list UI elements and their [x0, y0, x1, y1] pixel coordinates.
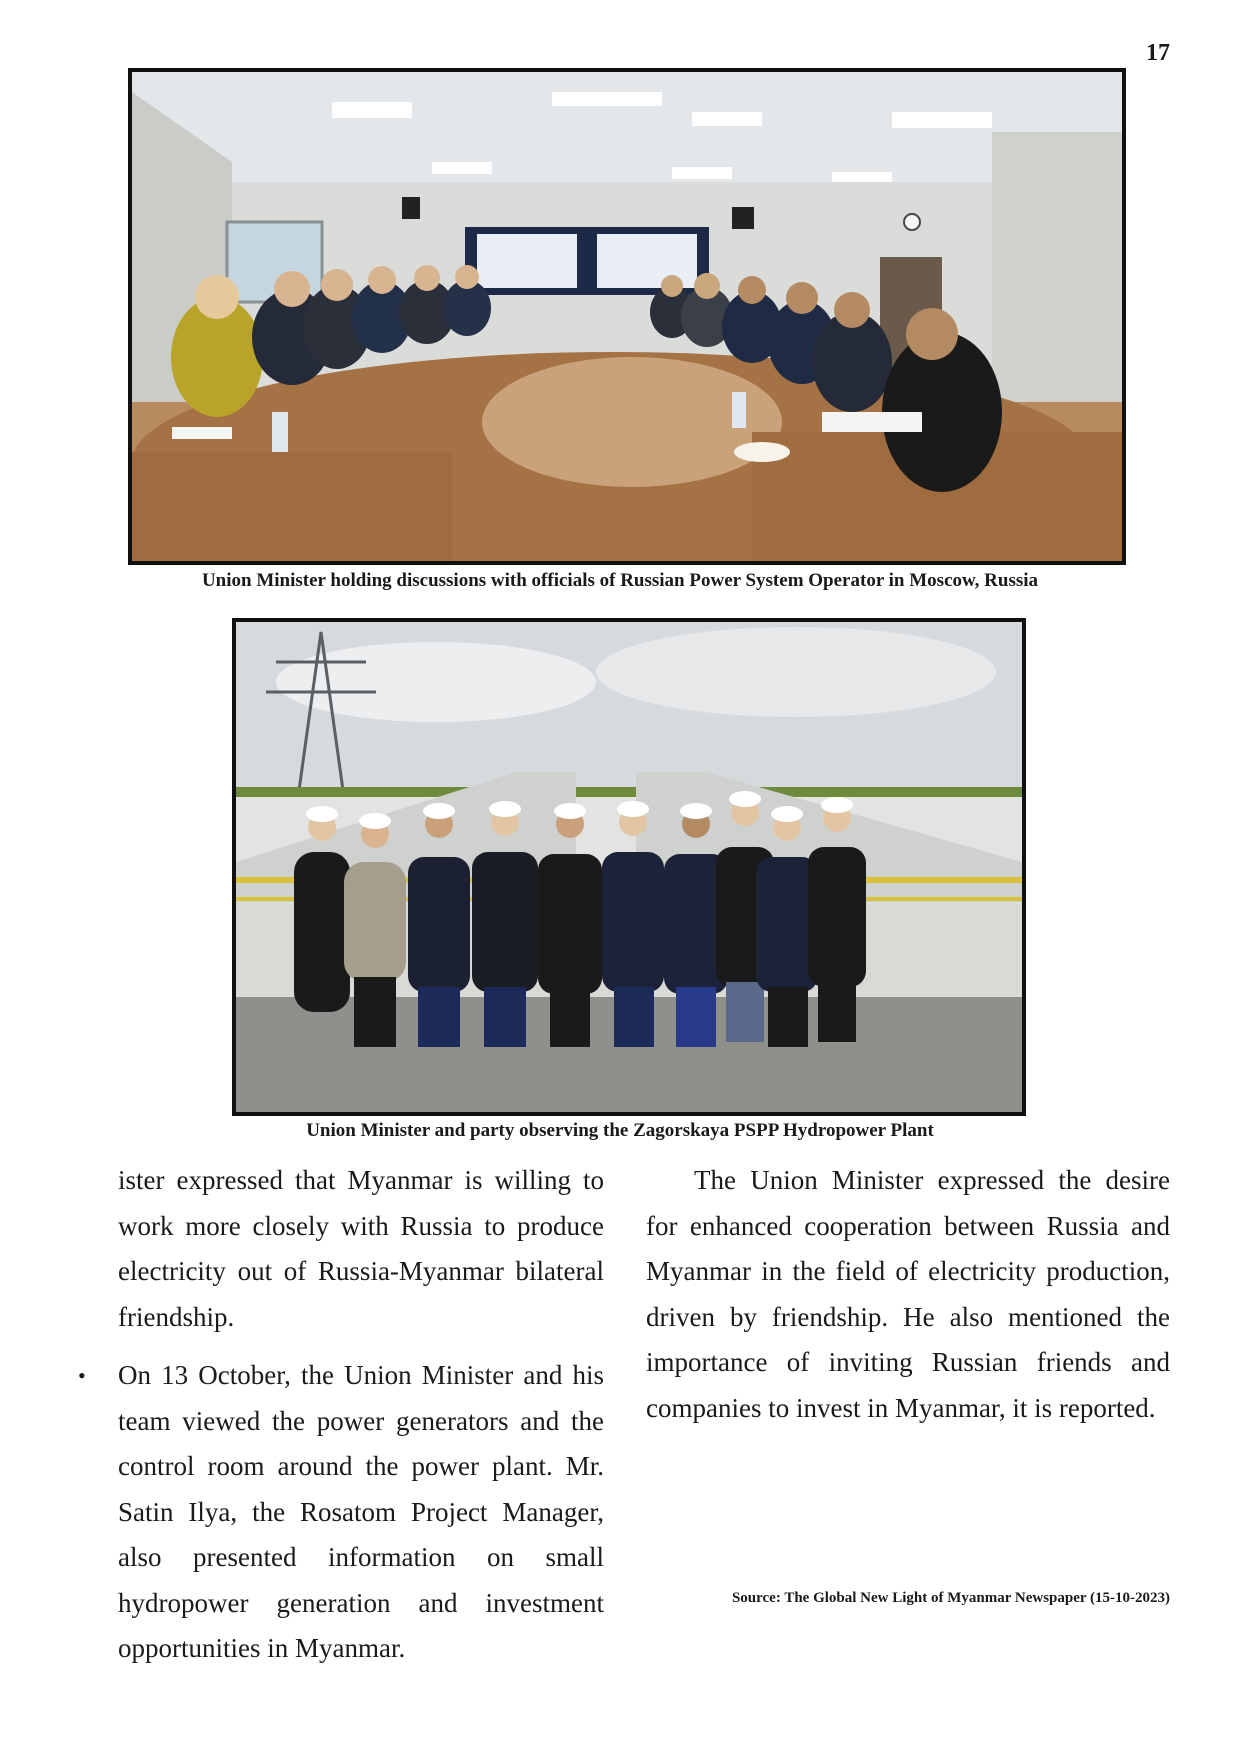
page-number: 17 [1146, 40, 1170, 66]
continuation-paragraph: ister expressed that Myanmar is willing to work more closely with Russia to produce electricity out of Russia-Myanmar bilateral friendship. [118, 1165, 604, 1332]
source-credit: Source: The Global New Light of Myanmar Newspaper (15-10-2023) [731, 1590, 1170, 1606]
figure-caption-1: Union Minister holding discussions with officials of Russian Power System Operator in Moscow, Russia [201, 570, 1039, 591]
bullet-paragraph: On 13 October, the Union Minister and his team viewed the power generators and the control room around the power plant. Mr. Satin Ilya, the Rosatom Project Manager, also presented information on small hydropower generation and investment opportunities in Myanmar. [118, 1360, 604, 1663]
right-column [646, 1158, 1170, 1431]
figure-caption-2: Union Minister and party observing the Zagorskaya PSPP Hydropower Plant [306, 1120, 934, 1141]
left-column [78, 1158, 604, 1672]
meeting-photo [128, 68, 1126, 565]
bullet-item [78, 1353, 604, 1672]
plant-photo [232, 618, 1026, 1116]
bullet-icon: • [78, 1363, 86, 1388]
right-paragraph: The Union Minister expressed the desire for enhanced cooperation between Russia and Myanmar in the field of electricity production, driven by friendship. He also mentioned the importance of inviting Russian friends and companies to invest in Myanmar, it is reported. [646, 1165, 1170, 1423]
meeting-photo-illustration [132, 72, 1122, 561]
plant-photo-illustration [236, 622, 1022, 1112]
